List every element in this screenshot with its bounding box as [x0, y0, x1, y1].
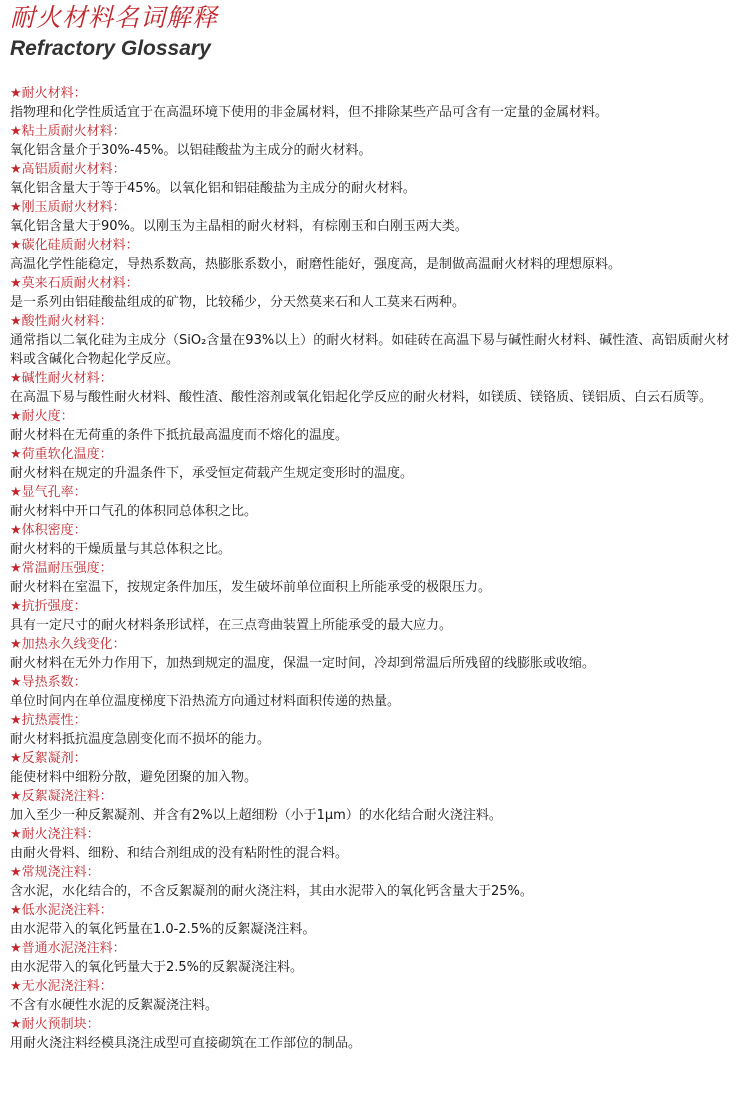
glossary-entry	[10, 597, 740, 635]
star-icon: ★	[10, 371, 22, 386]
star-icon: ★	[10, 979, 22, 994]
glossary-definition: 耐火材料在无荷重的条件下抵抗最高温度而不熔化的温度。	[10, 428, 349, 443]
star-icon: ★	[10, 485, 22, 500]
glossary-term	[10, 274, 740, 293]
glossary-term-label: 导热系数：	[21, 675, 87, 690]
glossary-term	[10, 559, 740, 578]
star-icon: ★	[10, 903, 22, 918]
star-icon: ★	[10, 314, 22, 329]
glossary-term	[10, 84, 740, 103]
glossary-definition: 不含有水硬性水泥的反絮凝浇注料。	[10, 998, 219, 1013]
glossary-definition: 由耐火骨料、细粉、和结合剂组成的没有粘附性的混合料。	[10, 846, 349, 861]
glossary-term-label: 常规浇注料：	[21, 865, 100, 880]
glossary-entry	[10, 369, 740, 407]
glossary-definition: 具有一定尺寸的耐火材料条形试样，在三点弯曲装置上所能承受的最大应力。	[10, 618, 453, 633]
glossary-entry	[10, 407, 740, 445]
glossary-term	[10, 901, 740, 920]
page-title: 耐火材料名词解释	[10, 3, 219, 32]
star-icon: ★	[10, 751, 22, 766]
glossary-term-label: 莫来石质耐火材料：	[21, 276, 139, 291]
glossary-definition: 氧化铝含量大于90%。以刚玉为主晶相的耐火材料，有棕刚玉和白刚玉两大类。	[10, 219, 468, 234]
glossary-list	[10, 84, 740, 1053]
page-header	[10, 0, 740, 62]
glossary-term-label: 加热永久线变化：	[21, 637, 126, 652]
star-icon: ★	[10, 865, 22, 880]
glossary-entry	[10, 901, 740, 939]
glossary-term-label: 抗热震性：	[21, 713, 87, 728]
glossary-term	[10, 160, 740, 179]
glossary-term-label: 荷重软化温度：	[21, 447, 113, 462]
star-icon: ★	[10, 238, 22, 253]
glossary-entry	[10, 1015, 740, 1053]
glossary-term	[10, 369, 740, 388]
star-icon: ★	[10, 827, 22, 842]
glossary-entry	[10, 84, 740, 122]
glossary-term	[10, 483, 740, 502]
star-icon: ★	[10, 789, 22, 804]
glossary-term	[10, 787, 740, 806]
star-icon: ★	[10, 561, 22, 576]
glossary-term	[10, 445, 740, 464]
star-icon: ★	[10, 276, 22, 291]
glossary-entry	[10, 274, 740, 312]
glossary-definition: 是一系列由铝硅酸盐组成的矿物，比较稀少，分天然莫来石和人工莫来石两种。	[10, 295, 466, 310]
glossary-term-label: 耐火浇注料：	[21, 827, 100, 842]
glossary-entry	[10, 939, 740, 977]
glossary-definition: 耐火材料在规定的升温条件下，承受恒定荷载产生规定变形时的温度。	[10, 466, 414, 481]
glossary-term	[10, 977, 740, 996]
glossary-term	[10, 1015, 740, 1034]
glossary-definition: 指物理和化学性质适宜于在高温环境下使用的非金属材料，但不排除某些产品可含有一定量的金属材料。	[10, 105, 609, 120]
glossary-definition: 能使材料中细粉分散，避免团聚的加入物。	[10, 770, 258, 785]
star-icon: ★	[10, 523, 22, 538]
glossary-entry	[10, 445, 740, 483]
glossary-definition: 耐火材料中开口气孔的体积同总体积之比。	[10, 504, 258, 519]
glossary-term	[10, 312, 740, 331]
glossary-definition: 氧化铝含量介于30%-45%。以铝硅酸盐为主成分的耐火材料。	[10, 143, 372, 158]
glossary-definition: 氧化铝含量大于等于45%。以氧化铝和铝硅酸盐为主成分的耐火材料。	[10, 181, 416, 196]
glossary-entry	[10, 825, 740, 863]
glossary-entry	[10, 521, 740, 559]
glossary-definition: 耐火材料抵抗温度急剧变化而不损坏的能力。	[10, 732, 271, 747]
glossary-definition: 耐火材料在无外力作用下，加热到规定的温度，保温一定时间，冷却到常温后所残留的线膨胀或收缩。	[10, 656, 596, 671]
glossary-entry	[10, 483, 740, 521]
glossary-entry	[10, 122, 740, 160]
glossary-term-label: 酸性耐火材料：	[21, 314, 113, 329]
glossary-definition: 加入至少一种反絮凝剂、并含有2%以上超细粉（小于1μm）的水化结合耐火浇注料。	[10, 808, 502, 823]
glossary-term-label: 反絮凝浇注料：	[21, 789, 113, 804]
star-icon: ★	[10, 637, 22, 652]
glossary-entry	[10, 711, 740, 749]
star-icon: ★	[10, 86, 22, 101]
glossary-term-label: 体积密度：	[21, 523, 87, 538]
glossary-term	[10, 939, 740, 958]
glossary-term-label: 耐火预制块：	[21, 1017, 100, 1032]
star-icon: ★	[10, 409, 22, 424]
glossary-entry	[10, 787, 740, 825]
glossary-term	[10, 407, 740, 426]
glossary-definition: 由水泥带入的氧化钙量大于2.5%的反絮凝浇注料。	[10, 960, 304, 975]
glossary-term	[10, 711, 740, 730]
glossary-entry	[10, 977, 740, 1015]
glossary-term	[10, 635, 740, 654]
glossary-term-label: 无水泥浇注料：	[21, 979, 113, 994]
star-icon: ★	[10, 941, 22, 956]
glossary-term	[10, 122, 740, 141]
glossary-term-label: 碳化硅质耐火材料：	[21, 238, 139, 253]
glossary-term	[10, 673, 740, 692]
star-icon: ★	[10, 675, 22, 690]
glossary-term-label: 抗折强度：	[21, 599, 87, 614]
glossary-definition: 高温化学性能稳定，导热系数高，热膨胀系数小，耐磨性能好，强度高，是制做高温耐火材料的理想原料。	[10, 257, 622, 272]
glossary-term	[10, 863, 740, 882]
star-icon: ★	[10, 1017, 22, 1032]
glossary-term-label: 低水泥浇注料：	[21, 903, 113, 918]
glossary-entry	[10, 312, 740, 369]
glossary-entry	[10, 236, 740, 274]
glossary-term-label: 碱性耐火材料：	[21, 371, 113, 386]
glossary-term-label: 显气孔率：	[21, 485, 87, 500]
glossary-definition: 由水泥带入的氧化钙量在1.0-2.5%的反絮凝浇注料。	[10, 922, 316, 937]
glossary-entry	[10, 559, 740, 597]
glossary-definition: 耐火材料的干燥质量与其总体积之比。	[10, 542, 232, 557]
star-icon: ★	[10, 447, 22, 462]
glossary-definition: 通常指以二氧化硅为主成分（SiO₂含量在93%以上）的耐火材料。如硅砖在高温下易与碱性耐火材料、碱性渣、高铝质耐火材料或含碱化合物起化学反应。	[10, 333, 730, 367]
glossary-definition: 耐火材料在室温下，按规定条件加压，发生破坏前单位面积上所能承受的极限压力。	[10, 580, 492, 595]
glossary-term-label: 高铝质耐火材料：	[21, 162, 126, 177]
star-icon: ★	[10, 599, 22, 614]
star-icon: ★	[10, 200, 22, 215]
glossary-term	[10, 597, 740, 616]
glossary-definition: 单位时间内在单位温度梯度下沿热流方向通过材料面积传递的热量。	[10, 694, 401, 709]
glossary-term-label: 常温耐压强度：	[21, 561, 113, 576]
glossary-entry	[10, 749, 740, 787]
glossary-term-label: 粘土质耐火材料：	[21, 124, 126, 139]
page-subtitle: Refractory Glossary	[10, 37, 211, 60]
glossary-term	[10, 825, 740, 844]
glossary-term	[10, 198, 740, 217]
star-icon: ★	[10, 162, 22, 177]
glossary-term	[10, 749, 740, 768]
glossary-term	[10, 236, 740, 255]
glossary-definition: 用耐火浇注料经模具浇注成型可直接砌筑在工作部位的制品。	[10, 1036, 362, 1051]
glossary-entry	[10, 673, 740, 711]
glossary-term-label: 反絮凝剂：	[21, 751, 87, 766]
glossary-entry	[10, 160, 740, 198]
glossary-term-label: 耐火度：	[21, 409, 74, 424]
glossary-definition: 含水泥，水化结合的，不含反絮凝剂的耐火浇注料，其由水泥带入的氧化钙含量大于25%。	[10, 884, 533, 899]
star-icon: ★	[10, 124, 22, 139]
glossary-term-label: 普通水泥浇注料：	[21, 941, 126, 956]
star-icon: ★	[10, 713, 22, 728]
glossary-term-label: 耐火材料：	[21, 86, 87, 101]
glossary-entry	[10, 198, 740, 236]
glossary-entry	[10, 863, 740, 901]
glossary-definition: 在高温下易与酸性耐火材料、酸性渣、酸性溶剂或氧化铝起化学反应的耐火材料，如镁质、镁铬质、镁铝质、白云石质等。	[10, 390, 713, 405]
glossary-term	[10, 521, 740, 540]
glossary-term-label: 刚玉质耐火材料：	[21, 200, 126, 215]
glossary-entry	[10, 635, 740, 673]
